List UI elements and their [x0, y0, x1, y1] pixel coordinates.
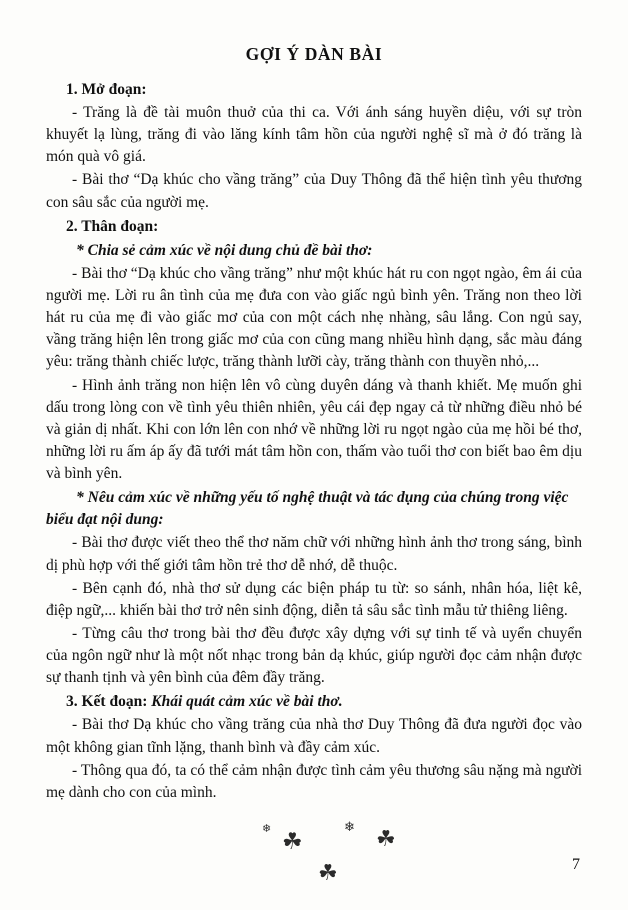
- paragraph: - Thông qua đó, ta có thể cảm nhận được tình cảm yêu thương sâu nặng mà người mẹ dành cho con của mình.: [46, 761, 582, 801]
- section-ket-doan: [46, 691, 582, 804]
- section-heading: 2. Thân đoạn:: [66, 217, 159, 235]
- section-heading: [46, 691, 582, 713]
- section-mo-doan: [46, 79, 582, 214]
- subsection-noi-dung: [46, 240, 582, 486]
- page-title: GỢI Ý DÀN BÀI: [245, 44, 383, 64]
- subsection-heading: * Nêu cảm xúc về những yếu tố nghệ thuật và tác dụng của chúng trong việc biểu đạt nội dung:: [46, 489, 569, 529]
- clover-icon: ☘: [318, 860, 338, 886]
- section-than-doan: [46, 216, 582, 690]
- paragraph: - Bài thơ được viết theo thể thơ năm chữ với những hình ảnh thơ trong sáng, bình dị phù hợp với thế giới tâm hồn trẻ thơ dễ nhớ, dễ thuộc.: [46, 534, 582, 574]
- clover-icon: ❄: [344, 819, 355, 835]
- clover-icon: ❄: [262, 823, 272, 836]
- paragraph: - Bài thơ “Dạ khúc cho vầng trăng” như một khúc hát ru con ngọt ngào, êm ái của người mẹ. Lời ru ân tình của mẹ đưa con vào giấc ngủ bình yên. Trăng non theo lời hát ru của mẹ đi vào giấc mơ của con một cách nhẹ nhàng, sâu lắng. Con ngủ say, vầng trăng hiện lên trong giấc mơ của con cũng mang nhiều hình dạng, sắc màu đáng yêu: trăng thành chiếc lược, trăng thành lưỡi cày, trăng thành con thuyền nhỏ,...: [46, 264, 582, 371]
- paragraph: - Từng câu thơ trong bài thơ đều được xây dựng với sự tinh tế và uyển chuyển của ngôn ngữ như là một nốt nhạc trong bản dạ khúc, giúp người đọc cảm nhận được sự thanh tịnh và yên bình của đêm đầy trăng.: [46, 624, 582, 687]
- paragraph: - Trăng là đề tài muôn thuở của thi ca. Với ánh sáng huyền diệu, với sự tròn khuyết lạ lùng, trăng đi vào lăng kính tâm hồn của người nghệ sĩ mà ở đó trăng là món quà vô giá.: [46, 104, 582, 166]
- page-number: 7: [572, 856, 580, 873]
- subsection-nghe-thuat: [46, 487, 582, 689]
- section-heading-label: 3. Kết đoạn:: [66, 693, 148, 711]
- paragraph: - Bài thơ “Dạ khúc cho vầng trăng” của Duy Thông đã thể hiện tình yêu thương con sâu sắc của người mẹ.: [46, 171, 582, 211]
- clover-icon: ☘: [376, 826, 396, 852]
- clover-icon: ☘: [282, 829, 303, 855]
- section-heading-italic: Khái quát cảm xúc về bài thơ.: [151, 693, 343, 711]
- paragraph: - Bài thơ Dạ khúc cho vầng trăng của nhà thơ Duy Thông đã đưa người đọc vào một không gian tĩnh lặng, thanh bình và đầy cảm xúc.: [46, 716, 582, 756]
- subsection-heading: * Chia sẻ cảm xúc về nội dung chủ đề bài thơ:: [76, 241, 373, 259]
- ornament-group: [46, 818, 582, 904]
- section-heading: 1. Mở đoạn:: [66, 81, 147, 98]
- paragraph: - Hình ảnh trăng non hiện lên vô cùng duyên dáng và thanh khiết. Mẹ muốn ghi dấu trong lòng con về tình yêu thiên nhiên, yêu cái đẹp ngay cả từ những điều nhỏ bé và giản dị nhất. Khi con lớn lên con nhớ về những lời ru ngọt ngào của mẹ hồi bé thơ, những lời ru ấm áp ấy đã tưới mát tâm hồn con, thấm vào tuổi thơ con biết bao êm dịu và bình yên.: [46, 376, 582, 483]
- paragraph: - Bên cạnh đó, nhà thơ sử dụng các biện pháp tu từ: so sánh, nhân hóa, liệt kê, điệp ngữ,... khiến bài thơ trở nên sinh động, diễn tả sâu sắc tình mẫu tử thiêng liêng.: [46, 579, 582, 619]
